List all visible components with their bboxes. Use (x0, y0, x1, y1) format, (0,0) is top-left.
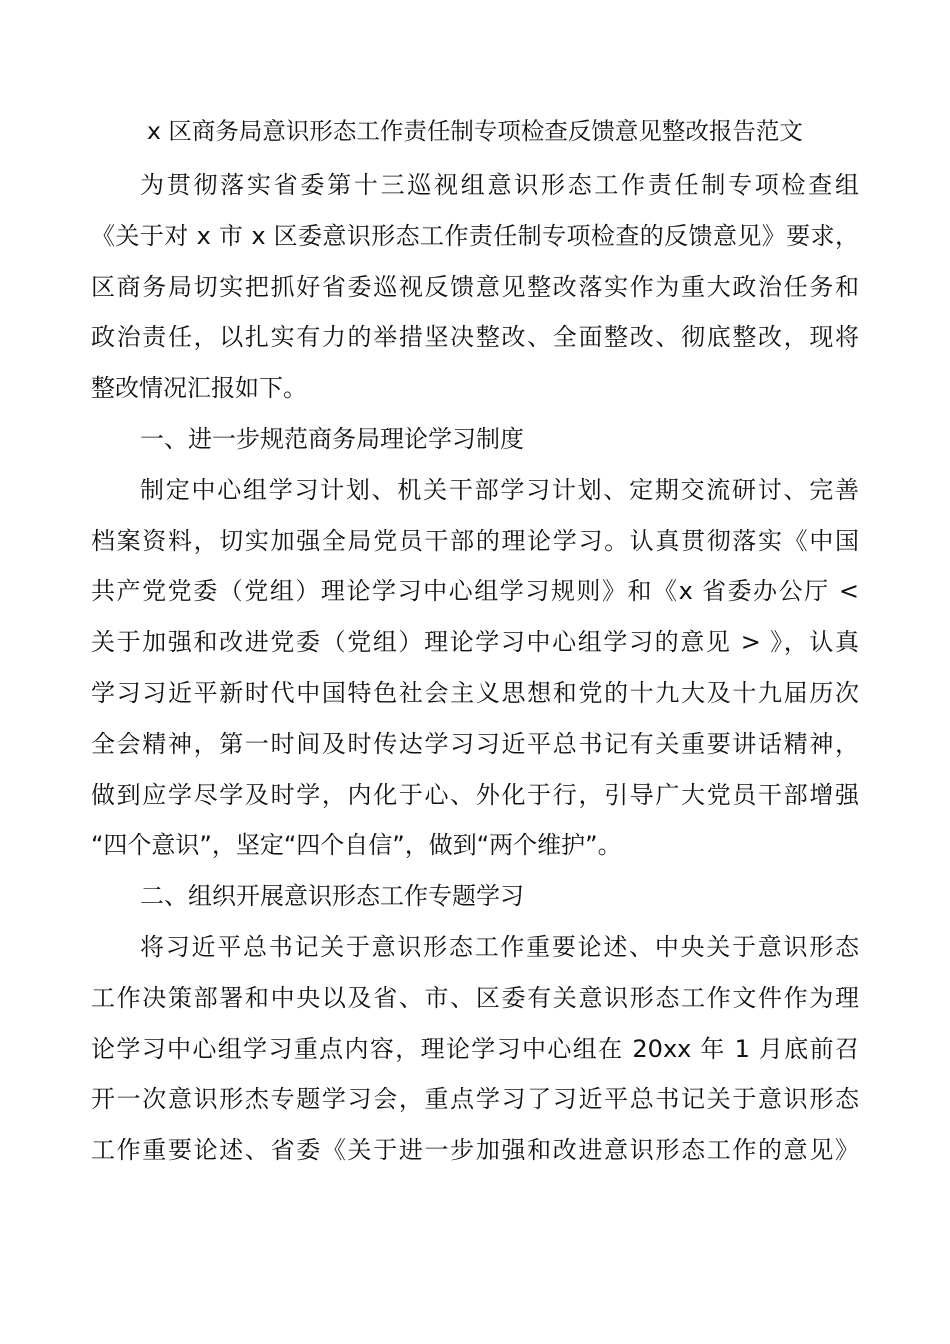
paragraph-line: 论学习中心组学习重点内容，理论学习中心组在 20xx 年 1 月底前召 (91, 1034, 859, 1063)
paragraph-line: 关于加强和改进党委（党组）理论学习中心组学习的意见 > 》，认真 (91, 628, 859, 657)
paragraph-line: 开一次意识形杰专题学习会，重点学习了习近平总书记关于意识形态 (91, 1085, 859, 1114)
paragraph-line: 学习习近平新时代中国特色社会主义思想和党的十九大及十九届历次 (91, 678, 859, 707)
paragraph-line: 共产党党委（党组）理论学习中心组学习规则》和《x 省委办公厅 < (91, 577, 859, 606)
section-heading-1: 一、进一步规范商务局理论学习制度 (140, 424, 524, 453)
paragraph-line: 《关于对 x 市 x 区委意识形态工作责任制专项检查的反馈意见》要求， (91, 221, 859, 250)
document-page (91, 112, 859, 1176)
paragraph-line: 全会精神，第一时间及时传达学习习近平总书记有关重要讲话精神， (91, 729, 859, 758)
paragraph-line: 做到应学尽学及时学，内化于心、外化于行，引导广大党员干部增强 (91, 780, 859, 809)
intro-paragraph (91, 160, 859, 414)
section-2-paragraph (91, 922, 859, 1176)
paragraph-line: 制定中心组学习计划、机关干部学习计划、定期交流研讨、完善 (140, 475, 859, 504)
paragraph-line: 政治责任，以扎实有力的举措坚决整改、全面整改、彻底整改，现将 (91, 323, 859, 352)
paragraph-line: 区商务局切实把抓好省委巡视反馈意见整改落实作为重大政治任务和 (91, 272, 859, 301)
paragraph-line: 整改情况汇报如下。 (91, 374, 307, 403)
paragraph-line: 档案资料，切实加强全局党员干部的理论学习。认真贯彻落实《中国 (91, 526, 859, 555)
paragraph-line: 为贯彻落实省委第十三巡视组意识形态工作责任制专项检查组 (140, 171, 859, 199)
paragraph-line: 工作决策部署和中央以及省、市、区委有关意识形态工作文件作为理 (91, 983, 859, 1012)
paragraph-line: “四个意识”，坚定“四个自信”，做到“两个维护”。 (91, 831, 622, 860)
paragraph-line: 工作重要论述、省委《关于进一步加强和改进意识形态工作的意见》 (91, 1136, 859, 1165)
paragraph-line: 将习近平总书记关于意识形态工作重要论述、中央关于意识形态 (140, 932, 859, 961)
section-heading-2: 二、组织开展意识形态工作专题学习 (140, 882, 524, 911)
section-1-paragraph (91, 465, 859, 871)
document-title: x 区商务局意识形态工作责任制专项检查反馈意见整改报告范文 (147, 117, 803, 145)
